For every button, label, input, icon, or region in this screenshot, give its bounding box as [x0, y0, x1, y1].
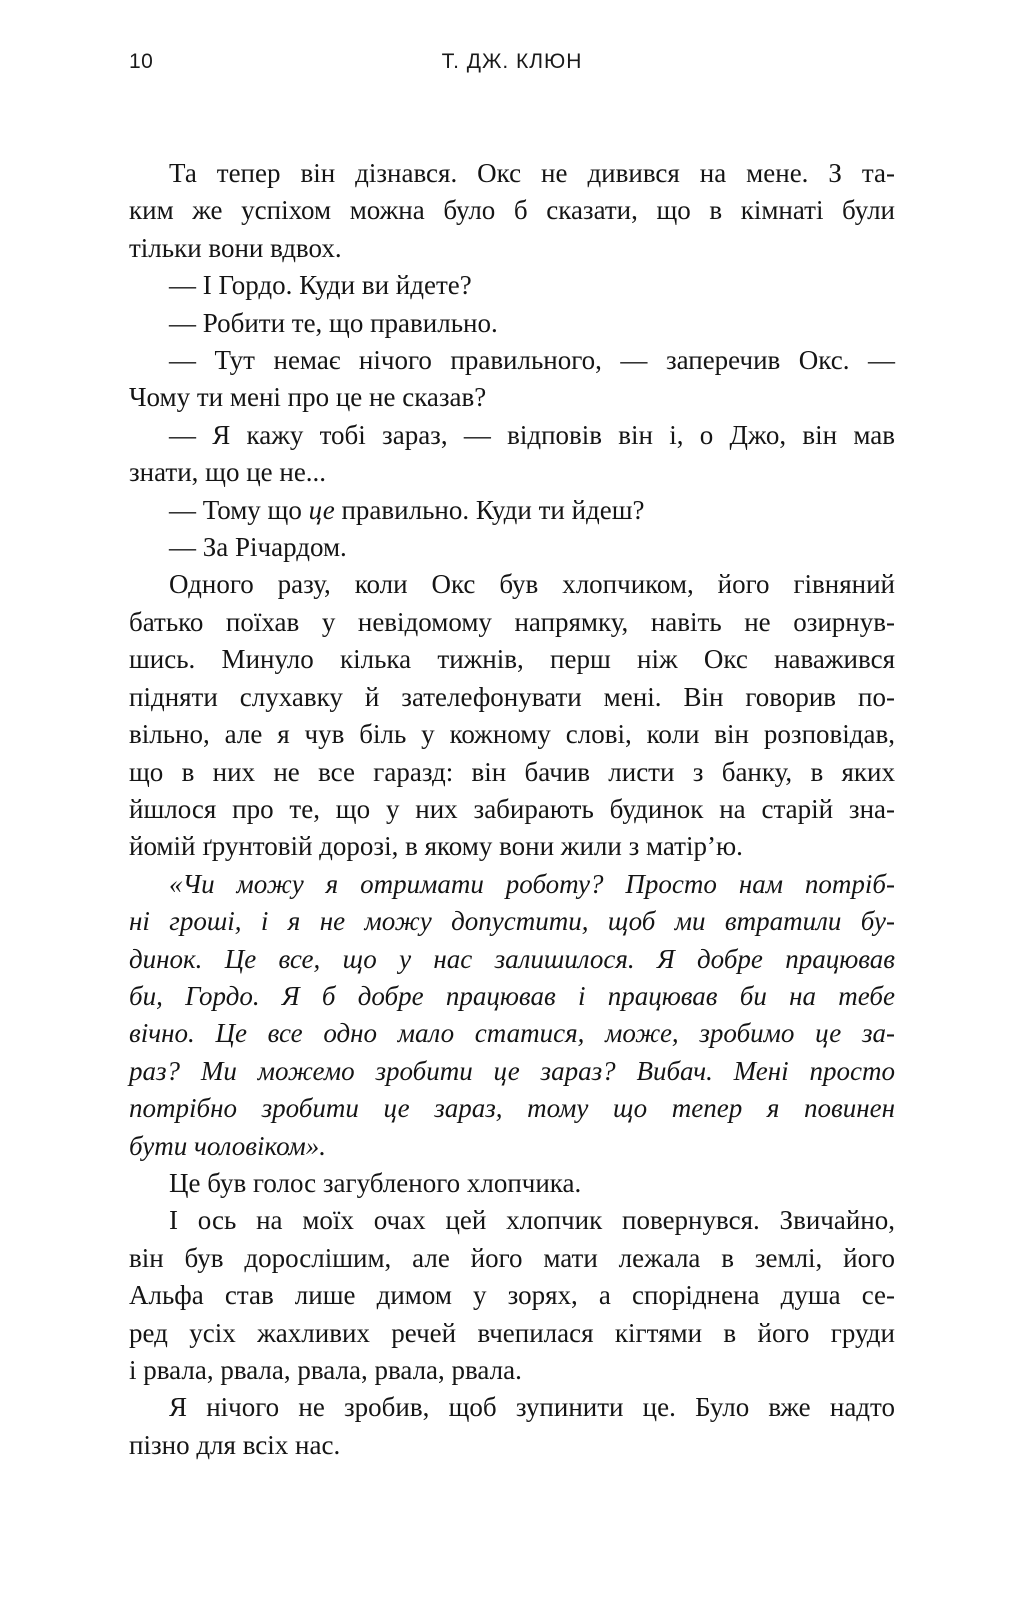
text-line: би, Гордо. Я б добре працював і працював би на тебе — [129, 980, 895, 1011]
emphasized-word: це — [308, 494, 335, 525]
text-line: і рвала, рвала, рвала, рвала, рвала. — [129, 1355, 522, 1385]
text-line: йомій ґрунтовій дорозі, в якому вони жили з матір’ю. — [129, 831, 743, 862]
text-line — [129, 492, 895, 529]
text-line: Та тепер він дізнався. Окс не дивився на мене. З та- — [169, 158, 895, 188]
text-line: потрібно зробити це зараз, тому що тепер я повинен — [129, 1093, 895, 1124]
text-line: ред усіх жахливих речей вчепилася кігтями в його груди — [129, 1317, 895, 1348]
running-title: Т. ДЖ. КЛЮН — [441, 50, 583, 73]
paragraph — [129, 529, 895, 566]
text-line: бути чоловіком». — [129, 1130, 327, 1161]
paragraph — [129, 1165, 895, 1202]
paragraph — [129, 342, 895, 417]
text-line: «Чи можу я отримати роботу? Просто нам потріб- — [169, 868, 895, 899]
paragraph — [129, 492, 895, 529]
text-line: батько поїхав у невідомому напрямку, навіть не озирнув- — [129, 606, 895, 637]
text-line: — Я кажу тобі зараз, — відповів він і, о Джо, він мав — [169, 419, 895, 450]
page-number: 10 — [129, 50, 154, 73]
text-line: тільки вони вдвох. — [129, 232, 342, 263]
paragraph — [129, 1202, 895, 1389]
paragraph — [129, 417, 895, 492]
text-line: — Робити те, що правильно. — [169, 307, 498, 338]
text-line: ні гроші, і я не можу допустити, щоб ми втратили бу- — [129, 906, 895, 937]
text-line: Це був голос загубленого хлопчика. — [169, 1167, 582, 1198]
text-line: — За Річардом. — [169, 532, 347, 563]
text-line: Чому ти мені про це не сказав? — [129, 382, 487, 413]
text-line: раз? Ми можемо зробити це зараз? Вибач. Мені просто — [129, 1055, 895, 1086]
text-line: йшлося про те, що у них забирають будинок на старій зна- — [129, 793, 895, 824]
paragraph — [129, 866, 895, 1165]
text-line: Одного разу, коли Окс був хлопчиком, його гівняний — [169, 569, 895, 600]
paragraph — [129, 305, 895, 342]
text-line: вільно, але я чув біль у кожному слові, коли він розповідав, — [129, 719, 895, 750]
page-header — [129, 49, 895, 75]
text-line: динок. Це все, що у нас залишилося. Я добре працював — [129, 943, 895, 974]
text-line: він був дорослішим, але його мати лежала в землі, його — [129, 1242, 895, 1273]
text-line: шись. Минуло кілька тижнів, перш ніж Окс наважився — [129, 644, 895, 675]
text-line: — Тут немає нічого правильного, — заперечив Окс. — — [169, 345, 895, 376]
text-line: що в них не все гаразд: він бачив листи з банку, в яких — [129, 756, 895, 787]
text-line: пізно для всіх нас. — [129, 1429, 341, 1460]
text-line: Я нічого не зробив, щоб зупинити це. Було вже надто — [169, 1392, 895, 1423]
text-segment: — Тому що — [169, 494, 309, 525]
paragraph — [129, 1389, 895, 1464]
text-line: знати, що це не... — [129, 457, 327, 488]
text-line: — І Гордо. Куди ви йдете? — [169, 270, 472, 301]
paragraph — [129, 267, 895, 304]
text-segment: правильно. Куди ти йдеш? — [334, 494, 645, 525]
text-line: І ось на моїх очах цей хлопчик повернувся. Звичайно, — [169, 1205, 895, 1236]
text-line: вічно. Це все одно мало статися, може, зробимо це за- — [129, 1018, 895, 1049]
body-text — [129, 155, 895, 1464]
text-line: підняти слухавку й зателефонувати мені. Він говорив по- — [129, 681, 895, 712]
text-line: ким же успіхом можна було б сказати, що в кімнаті були — [129, 195, 895, 226]
paragraph — [129, 566, 895, 865]
text-line: Альфа став лише димом у зорях, а споріднена душа се- — [129, 1280, 895, 1311]
paragraph — [129, 155, 895, 267]
